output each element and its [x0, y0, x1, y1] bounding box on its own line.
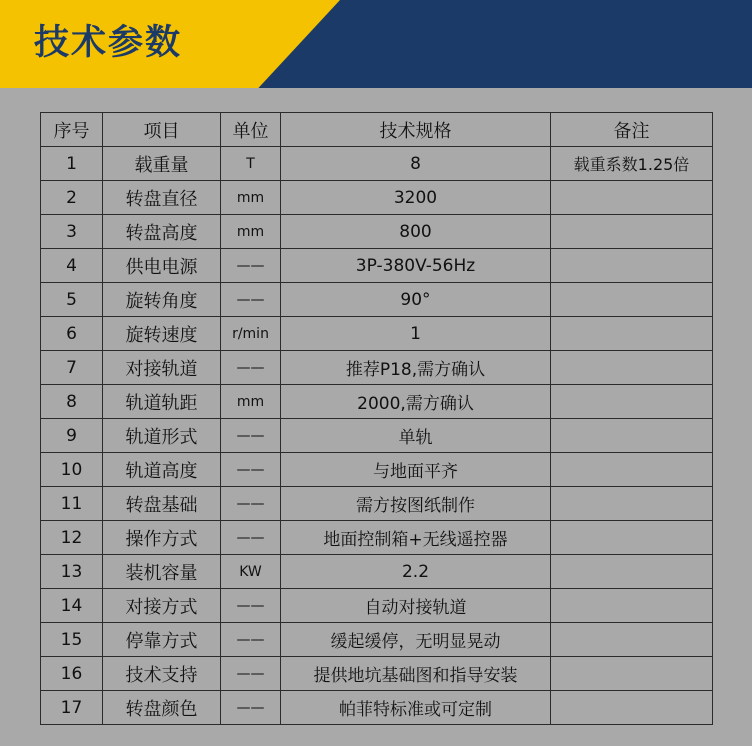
cell-no: 8 — [41, 385, 103, 419]
cell-unit: T — [221, 147, 281, 181]
cell-unit: —— — [221, 453, 281, 487]
cell-item: 技术支持 — [103, 657, 221, 691]
table-row — [41, 181, 713, 215]
table-row — [41, 521, 713, 555]
cell-unit: —— — [221, 249, 281, 283]
cell-spec: 提供地坑基础图和指导安装 — [281, 657, 551, 691]
cell-spec: 单轨 — [281, 419, 551, 453]
cell-spec: 800 — [281, 215, 551, 249]
cell-spec: 自动对接轨道 — [281, 589, 551, 623]
cell-note — [551, 521, 713, 555]
table-body — [41, 147, 713, 725]
cell-note — [551, 657, 713, 691]
cell-item: 载重量 — [103, 147, 221, 181]
cell-unit: mm — [221, 215, 281, 249]
table-row — [41, 691, 713, 725]
cell-spec: 帕菲特标准或可定制 — [281, 691, 551, 725]
cell-item: 对接方式 — [103, 589, 221, 623]
column-header-no: 序号 — [41, 113, 103, 147]
table-row — [41, 147, 713, 181]
cell-unit: —— — [221, 521, 281, 555]
cell-unit: —— — [221, 657, 281, 691]
cell-note — [551, 623, 713, 657]
spec-table-container — [40, 112, 712, 725]
cell-no: 7 — [41, 351, 103, 385]
cell-item: 操作方式 — [103, 521, 221, 555]
table-row — [41, 215, 713, 249]
cell-note — [551, 419, 713, 453]
header-banner — [0, 0, 752, 88]
cell-item: 停靠方式 — [103, 623, 221, 657]
cell-unit: —— — [221, 589, 281, 623]
table-header — [41, 113, 713, 147]
cell-item: 转盘颜色 — [103, 691, 221, 725]
cell-no: 13 — [41, 555, 103, 589]
cell-spec: 2000,需方确认 — [281, 385, 551, 419]
cell-note — [551, 691, 713, 725]
table-row — [41, 317, 713, 351]
cell-note — [551, 283, 713, 317]
table-row — [41, 555, 713, 589]
cell-note — [551, 487, 713, 521]
cell-unit: —— — [221, 283, 281, 317]
table-row — [41, 487, 713, 521]
cell-spec: 缓起缓停，无明显晃动 — [281, 623, 551, 657]
cell-no: 10 — [41, 453, 103, 487]
cell-unit: —— — [221, 691, 281, 725]
cell-spec: 1 — [281, 317, 551, 351]
cell-item: 轨道轨距 — [103, 385, 221, 419]
column-header-item: 项目 — [103, 113, 221, 147]
cell-spec: 2.2 — [281, 555, 551, 589]
cell-no: 9 — [41, 419, 103, 453]
page-title: 技术参数 — [34, 23, 183, 63]
cell-spec: 地面控制箱+无线遥控器 — [281, 521, 551, 555]
spec-table — [40, 112, 713, 725]
column-header-note: 备注 — [551, 113, 713, 147]
cell-note — [551, 453, 713, 487]
cell-item: 转盘高度 — [103, 215, 221, 249]
cell-unit: mm — [221, 385, 281, 419]
table-row — [41, 589, 713, 623]
cell-spec: 与地面平齐 — [281, 453, 551, 487]
table-row — [41, 419, 713, 453]
cell-no: 5 — [41, 283, 103, 317]
cell-no: 14 — [41, 589, 103, 623]
table-header-row — [41, 113, 713, 147]
cell-unit: —— — [221, 623, 281, 657]
cell-note — [551, 555, 713, 589]
column-header-spec: 技术规格 — [281, 113, 551, 147]
cell-item: 装机容量 — [103, 555, 221, 589]
cell-item: 轨道形式 — [103, 419, 221, 453]
cell-note — [551, 215, 713, 249]
cell-spec: 90° — [281, 283, 551, 317]
cell-spec: 需方按图纸制作 — [281, 487, 551, 521]
cell-unit: —— — [221, 419, 281, 453]
cell-spec: 3200 — [281, 181, 551, 215]
cell-item: 轨道高度 — [103, 453, 221, 487]
cell-note — [551, 385, 713, 419]
cell-no: 17 — [41, 691, 103, 725]
cell-note: 载重系数1.25倍 — [551, 147, 713, 181]
cell-note — [551, 589, 713, 623]
cell-no: 1 — [41, 147, 103, 181]
column-header-unit: 单位 — [221, 113, 281, 147]
cell-no: 11 — [41, 487, 103, 521]
cell-no: 4 — [41, 249, 103, 283]
cell-no: 3 — [41, 215, 103, 249]
table-row — [41, 453, 713, 487]
cell-note — [551, 317, 713, 351]
cell-note — [551, 181, 713, 215]
cell-spec: 推荐P18,需方确认 — [281, 351, 551, 385]
cell-item: 旋转角度 — [103, 283, 221, 317]
table-row — [41, 283, 713, 317]
cell-spec: 3P-380V-56Hz — [281, 249, 551, 283]
cell-note — [551, 351, 713, 385]
table-row — [41, 385, 713, 419]
cell-item: 对接轨道 — [103, 351, 221, 385]
cell-item: 供电电源 — [103, 249, 221, 283]
table-row — [41, 351, 713, 385]
cell-no: 15 — [41, 623, 103, 657]
cell-item: 转盘直径 — [103, 181, 221, 215]
cell-note — [551, 249, 713, 283]
cell-no: 2 — [41, 181, 103, 215]
table-row — [41, 657, 713, 691]
cell-no: 12 — [41, 521, 103, 555]
table-row — [41, 249, 713, 283]
table-row — [41, 623, 713, 657]
cell-spec: 8 — [281, 147, 551, 181]
cell-no: 16 — [41, 657, 103, 691]
cell-unit: —— — [221, 487, 281, 521]
cell-unit: r/min — [221, 317, 281, 351]
cell-unit: —— — [221, 351, 281, 385]
cell-item: 转盘基础 — [103, 487, 221, 521]
cell-unit: KW — [221, 555, 281, 589]
cell-item: 旋转速度 — [103, 317, 221, 351]
cell-no: 6 — [41, 317, 103, 351]
cell-unit: mm — [221, 181, 281, 215]
